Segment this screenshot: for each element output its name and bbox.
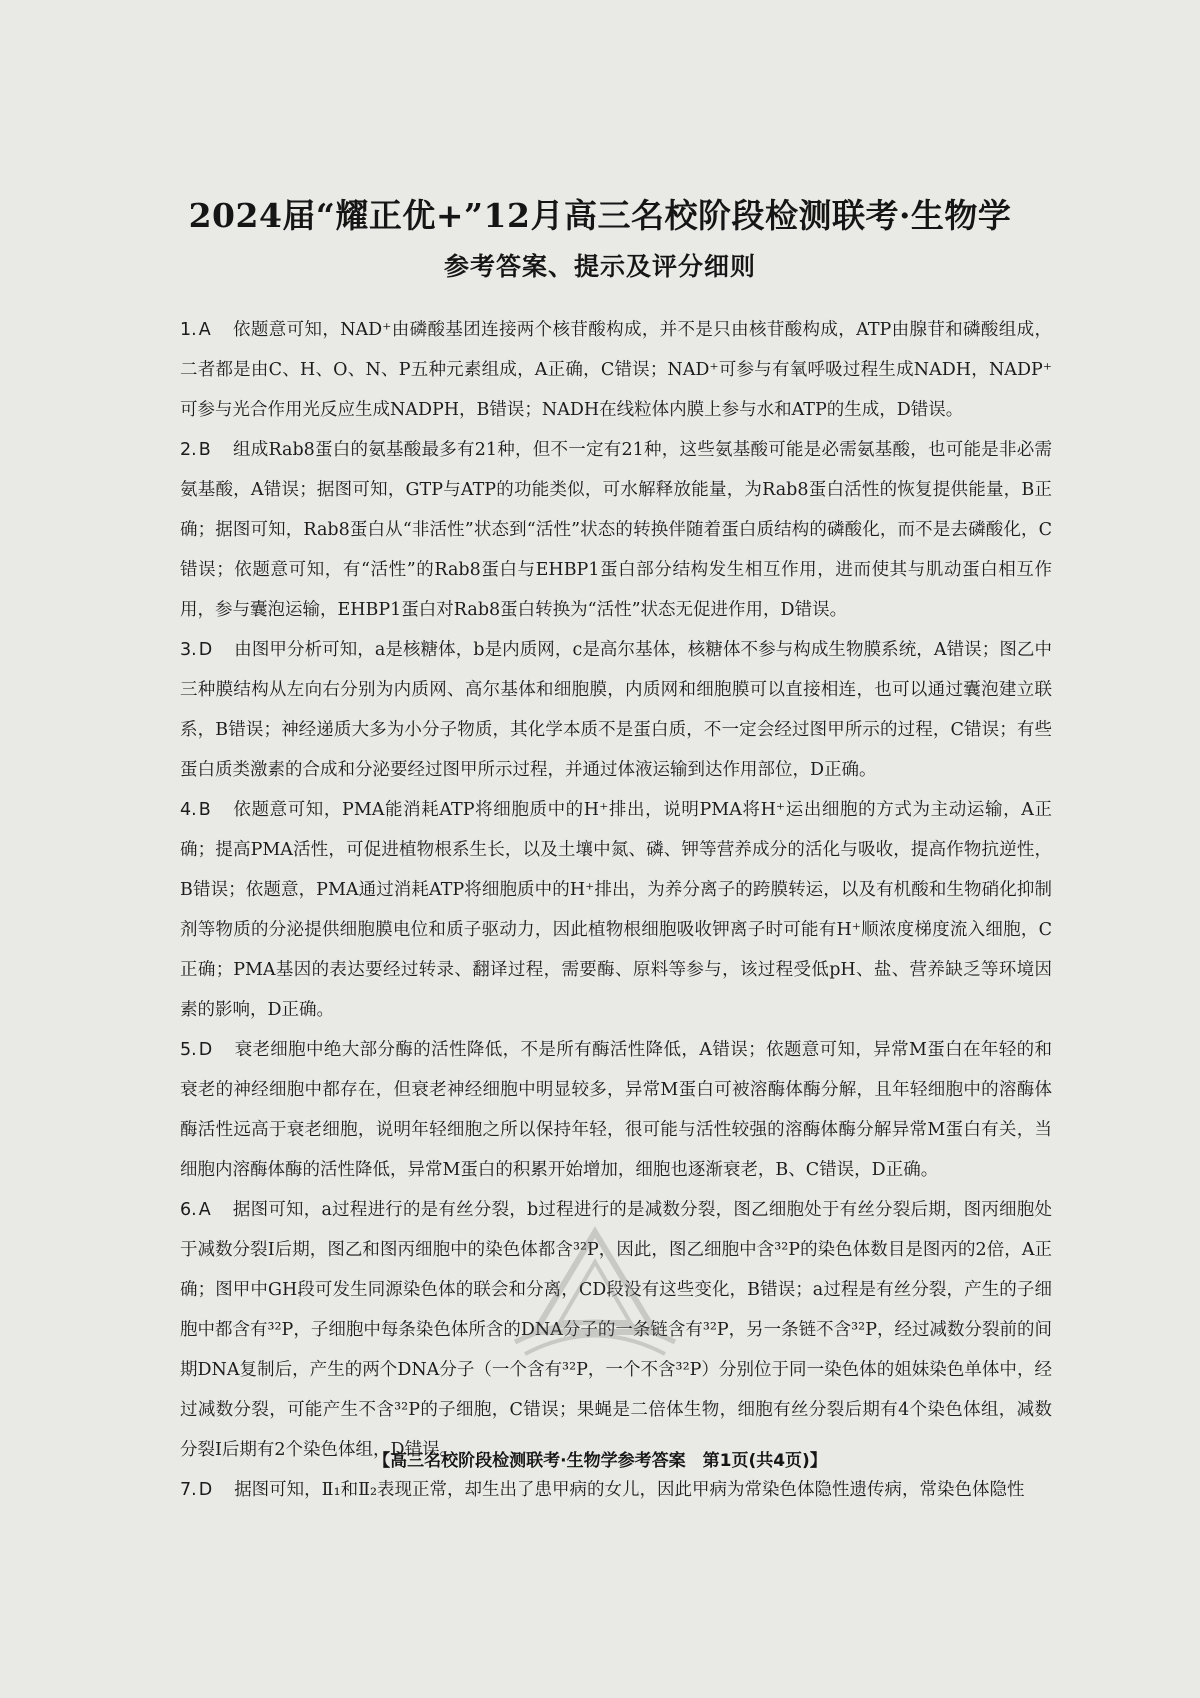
answer-explanation: 据图可知，Ⅱ₁和Ⅱ₂表现正常，却生出了患甲病的女儿，因此甲病为常染色体隐性遗传病，常染色体隐性 [234,1480,1025,1500]
answer-item-3 [180,630,1052,790]
answer-choice: A [198,320,211,340]
answer-explanation: 依题意可知，PMA能消耗ATP将细胞质中的H⁺排出，说明PMA将H⁺运出细胞的方式为主动运输，A正确；提高PMA活性，可促进植物根系生长，以及土壤中氮、磷、钾等营养成分的活化与吸收，提高作物抗逆性，B错误；依题意，PMA通过消耗ATP将细胞质中的H⁺排出，为养分离子的跨膜转运，以及有机酸和生物硝化抑制剂等物质的分泌提供细胞膜电位和质子驱动力，因此植物根细胞吸收钾离子时可能有H⁺顺浓度梯度流入细胞，C正确；PMA基因的表达要经过转录、翻译过程，需要酶、原料等参与，该过程受低pH、盐、营养缺乏等环境因素的影响，D正确。 [180,800,1052,1020]
page-subtitle: 参考答案、提示及评分细则 [443,252,756,281]
answer-choice: D [198,1040,213,1060]
answer-explanation: 组成Rab8蛋白的氨基酸最多有21种，但不一定有21种，这些氨基酸可能是必需氨基酸，也可能是非必需氨基酸，A错误；据图可知，GTP与ATP的功能类似，可水解释放能量，为Rab8蛋白活性的恢复提供能量，B正确；据图可知，Rab8蛋白从“非活性”状态到“活性”状态的转换伴随着蛋白质结构的磷酸化，而不是去磷酸化，C错误；依题意可知，有“活性”的Rab8蛋白与EHBP1蛋白部分结构发生相互作用，进而使其与肌动蛋白相互作用，参与囊泡运输，EHBP1蛋白对Rab8蛋白转换为“活性”状态无促进作用，D错误。 [180,440,1052,620]
answer-number: 2. [180,440,197,460]
page-title: 2024届“耀正优+”12月高三名校阶段检测联考·生物学 [188,196,1012,235]
answer-item-5 [180,1030,1052,1190]
answer-choice: B [198,800,211,820]
answer-item-4 [180,790,1052,1030]
answer-explanation: 依题意可知，NAD⁺由磷酸基团连接两个核苷酸构成，并不是只由核苷酸构成，ATP由腺苷和磷酸组成，二者都是由C、H、O、N、P五种元素组成，A正确，C错误；NAD⁺可参与有氧呼吸过程生成NADH，NADP⁺可参与光合作用光反应生成NADPH，B错误；NADH在线粒体内膜上参与水和ATP的生成，D错误。 [180,320,1052,420]
watermark-logo [495,1222,695,1362]
answer-choice: D [198,1480,213,1500]
answer-item-1 [180,310,1052,430]
answer-number: 3. [180,640,197,660]
answer-number: 5. [180,1040,197,1060]
answer-choice: D [198,640,213,660]
answer-number: 1. [180,320,197,340]
answer-explanation: 由图甲分析可知，a是核糖体，b是内质网，c是高尔基体，核糖体不参与构成生物膜系统，A错误；图乙中三种膜结构从左向右分别为内质网、高尔基体和细胞膜，内质网和细胞膜可以直接相连，也可以通过囊泡建立联系，B错误；神经递质大多为小分子物质，其化学本质不是蛋白质，不一定会经过图甲所示的过程，C错误；有些蛋白质类激素的合成和分泌要经过图甲所示过程，并通过体液运输到达作用部位，D正确。 [180,640,1052,780]
answer-number: 7. [180,1480,197,1500]
page-footer: 【高三名校阶段检测联考·生物学参考答案 第1页(共4页)】 [373,1451,827,1471]
answer-item-7 [180,1470,1052,1510]
answer-item-2 [180,430,1052,630]
answer-number: 6. [180,1200,197,1220]
answer-explanation: 衰老细胞中绝大部分酶的活性降低，不是所有酶活性降低，A错误；依题意可知，异常M蛋白在年轻的和衰老的神经细胞中都存在，但衰老神经细胞中明显较多，异常M蛋白可被溶酶体酶分解，且年轻细胞中的溶酶体酶活性远高于衰老细胞，说明年轻细胞之所以保持年轻，很可能与活性较强的溶酶体酶分解异常M蛋白有关，当细胞内溶酶体酶的活性降低，异常M蛋白的积累开始增加，细胞也逐渐衰老，B、C错误，D正确。 [180,1040,1052,1180]
answer-number: 4. [180,800,197,820]
answer-choice: A [198,1200,211,1220]
answer-choice: B [198,440,211,460]
answer-explanation: 据图可知，a过程进行的是有丝分裂，b过程进行的是减数分裂，图乙细胞处于有丝分裂后期，图丙细胞处于减数分裂Ⅰ后期，图乙和图丙细胞中的染色体都含³²P，因此，图乙细胞中含³²P的染色体数目是图丙的2倍，A正确；图甲中GH段可发生同源染色体的联会和分离，CD段没有这些变化，B错误；a过程是有丝分裂，产生的子细胞中都含有³²P，子细胞中每条染色体所含的DNA分子的一条链含有³²P，另一条链不含³²P，经过减数分裂前的间期DNA复制后，产生的两个DNA分子（一个含有³²P，一个不含³²P）分别位于同一染色体的姐妹染色单体中，经过减数分裂，可能产生不含³²P的子细胞，C错误；果蝇是二倍体生物，细胞有丝分裂后期有4个染色体组，减数分裂Ⅰ后期有2个染色体组，D错误。 [180,1200,1052,1460]
